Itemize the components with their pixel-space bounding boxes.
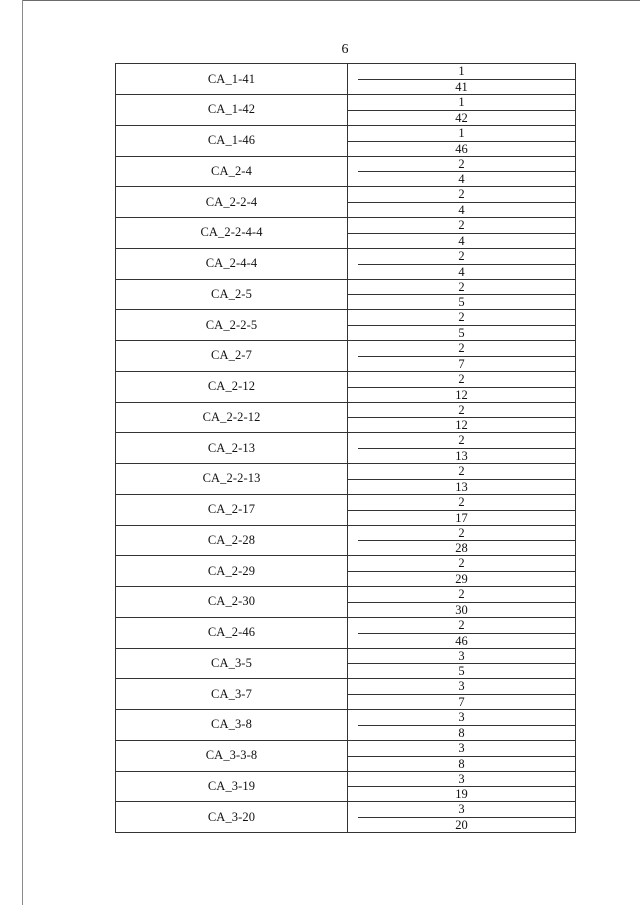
fraction-denominator: 12 [455, 387, 468, 402]
fraction-denominator: 7 [458, 356, 465, 371]
combination-name-cell: CA_1-42 [116, 95, 348, 125]
fraction-denominator: 5 [458, 326, 465, 340]
fraction-cell [348, 556, 575, 586]
fraction-cell [348, 280, 575, 310]
fraction-cell [348, 218, 575, 248]
fraction-numerator: 2 [458, 464, 465, 478]
fraction-cell [348, 741, 575, 771]
table-row [116, 340, 575, 371]
fraction-cell [348, 802, 575, 832]
fraction-denominator: 7 [458, 695, 465, 709]
combination-name-cell: CA_2-29 [116, 556, 348, 586]
combination-name-cell: CA_2-2-12 [116, 403, 348, 433]
fraction-cell [348, 95, 575, 125]
fraction-cell [348, 310, 575, 340]
table-row [116, 371, 575, 402]
table-row [116, 125, 575, 156]
combination-name-cell: CA_3-7 [116, 679, 348, 709]
fraction-cell [348, 464, 575, 494]
table-row [116, 678, 575, 709]
fraction-cell [348, 710, 575, 740]
combination-name-cell: CA_2-5 [116, 280, 348, 310]
combination-name-cell: CA_2-2-5 [116, 310, 348, 340]
fraction-cell [348, 64, 575, 94]
fraction-numerator: 2 [458, 279, 465, 294]
table-row [116, 555, 575, 586]
scan-border-left [22, 0, 23, 905]
combination-name-cell: CA_2-2-4-4 [116, 218, 348, 248]
combination-name-cell: CA_3-3-8 [116, 741, 348, 771]
fraction-cell [348, 587, 575, 617]
fraction-denominator: 20 [455, 818, 468, 832]
table-row [116, 63, 575, 94]
table-row [116, 617, 575, 648]
table-row [116, 248, 575, 279]
fraction-cell [348, 403, 575, 433]
table-row [116, 94, 575, 125]
fraction-cell [348, 618, 575, 648]
fraction-denominator: 30 [455, 602, 468, 617]
fraction-denominator: 46 [455, 141, 468, 156]
fraction-denominator: 19 [455, 787, 468, 801]
fraction-cell [348, 649, 575, 679]
table-row [116, 432, 575, 463]
fraction-numerator: 2 [458, 187, 465, 201]
combination-name-cell: CA_1-46 [116, 126, 348, 156]
fraction-numerator: 1 [458, 95, 465, 109]
page-number: 6 [341, 42, 349, 57]
fraction-numerator: 3 [458, 771, 465, 786]
fraction-denominator: 42 [455, 110, 468, 125]
fraction-numerator: 2 [458, 556, 465, 570]
combination-name-cell: CA_2-13 [116, 433, 348, 463]
combination-name-cell: CA_3-8 [116, 710, 348, 740]
fraction-denominator: 4 [458, 172, 465, 186]
combination-name-cell: CA_2-30 [116, 587, 348, 617]
table-row [116, 525, 575, 556]
fraction-cell [348, 372, 575, 402]
fraction-numerator: 3 [458, 740, 465, 755]
table-row [116, 709, 575, 740]
combination-name-cell: CA_3-20 [116, 802, 348, 832]
fraction-numerator: 2 [458, 494, 465, 509]
fraction-numerator: 1 [458, 64, 465, 78]
fraction-numerator: 3 [458, 648, 465, 663]
table-row [116, 586, 575, 617]
table-row [116, 402, 575, 433]
fraction-numerator: 2 [458, 248, 465, 263]
fraction-numerator: 2 [458, 156, 465, 171]
fraction-denominator: 17 [455, 510, 468, 525]
fraction-denominator: 29 [455, 572, 468, 586]
scan-border-top [22, 0, 640, 1]
combination-name-cell: CA_2-2-4 [116, 187, 348, 217]
fraction-denominator: 8 [458, 756, 465, 771]
fraction-denominator: 5 [458, 295, 465, 309]
fraction-cell [348, 495, 575, 525]
table-row [116, 217, 575, 248]
fraction-denominator: 13 [455, 449, 468, 463]
fraction-denominator: 28 [455, 541, 468, 555]
table-row [116, 463, 575, 494]
combination-name-cell: CA_2-7 [116, 341, 348, 371]
fraction-denominator: 4 [458, 203, 465, 217]
table-row [116, 156, 575, 187]
fraction-denominator: 13 [455, 479, 468, 494]
table-row [116, 186, 575, 217]
combination-name-cell: CA_2-17 [116, 495, 348, 525]
fraction-cell [348, 679, 575, 709]
fraction-numerator: 2 [458, 341, 465, 355]
fraction-numerator: 3 [458, 802, 465, 816]
fraction-cell [348, 341, 575, 371]
fraction-numerator: 2 [458, 371, 465, 386]
table-row [116, 309, 575, 340]
combination-name-cell: CA_2-4-4 [116, 249, 348, 279]
combination-name-cell: CA_1-41 [116, 64, 348, 94]
combination-name-cell: CA_3-5 [116, 649, 348, 679]
fraction-cell [348, 126, 575, 156]
fraction-denominator: 5 [458, 664, 465, 678]
combination-name-cell: CA_2-12 [116, 372, 348, 402]
table-row [116, 494, 575, 525]
fraction-denominator: 4 [458, 264, 465, 279]
fraction-numerator: 1 [458, 125, 465, 140]
fraction-cell [348, 187, 575, 217]
table-row [116, 740, 575, 771]
fraction-denominator: 46 [455, 633, 468, 648]
combination-name-cell: CA_2-46 [116, 618, 348, 648]
fraction-numerator: 2 [458, 587, 465, 601]
fraction-numerator: 2 [458, 310, 465, 324]
combination-name-cell: CA_3-19 [116, 772, 348, 802]
fraction-denominator: 12 [455, 418, 468, 432]
fraction-numerator: 2 [458, 433, 465, 447]
fraction-denominator: 8 [458, 725, 465, 740]
fraction-numerator: 3 [458, 710, 465, 724]
fraction-denominator: 41 [455, 80, 468, 94]
fraction-cell [348, 772, 575, 802]
table-row [116, 801, 575, 832]
table-row [116, 771, 575, 802]
table-row [116, 279, 575, 310]
fraction-cell [348, 526, 575, 556]
fraction-numerator: 2 [458, 617, 465, 632]
combination-name-cell: CA_2-4 [116, 157, 348, 187]
fraction-numerator: 2 [458, 402, 465, 417]
combination-name-cell: CA_2-28 [116, 526, 348, 556]
fraction-numerator: 2 [458, 525, 465, 540]
fraction-denominator: 4 [458, 233, 465, 248]
fraction-numerator: 2 [458, 218, 465, 232]
combination-name-cell: CA_2-2-13 [116, 464, 348, 494]
fraction-numerator: 3 [458, 679, 465, 693]
table-row [116, 648, 575, 679]
fraction-cell [348, 249, 575, 279]
fraction-cell [348, 433, 575, 463]
fraction-cell [348, 157, 575, 187]
band-combination-table [115, 63, 576, 833]
